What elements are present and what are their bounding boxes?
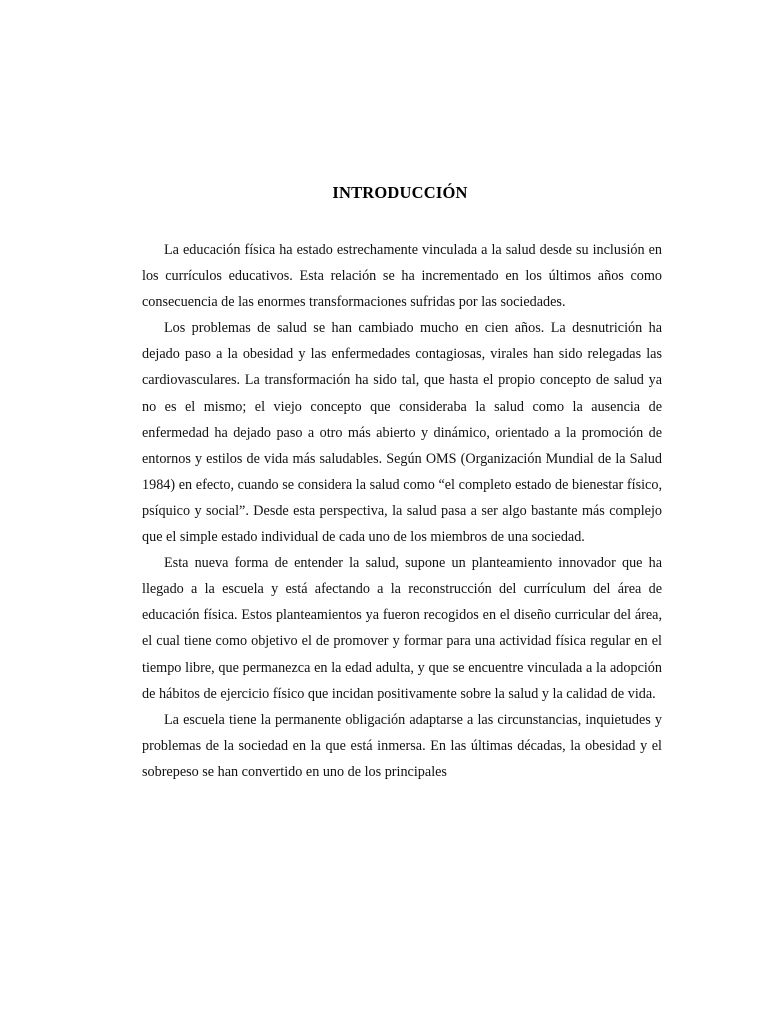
document-body bbox=[142, 237, 662, 785]
paragraph-2: Los problemas de salud se han cambiado mucho en cien años. La desnutrición ha dejado paso a la obesidad y las enfermedades contagiosas, virales han sido relegadas las cardiovasculares. La transformación ha sido tal, que hasta el propio concepto de salud ya no es el mismo; el viejo concepto que consideraba la salud como la ausencia de enfermedad ha dejado paso a otro más abierto y dinámico, orientado a la promoción de entornos y estilos de vida más saludables. Según OMS (Organización Mundial de la Salud 1984) en efecto, cuando se considera la salud como “el completo estado de bienestar físico, psíquico y social”. Desde esta perspectiva, la salud pasa a ser algo bastante más complejo que el simple estado individual de cada uno de los miembros de una sociedad. bbox=[142, 320, 662, 546]
paragraph-4: La escuela tiene la permanente obligación adaptarse a las circunstancias, inquietudes y problemas de la sociedad en la que está inmersa. En las últimas décadas, la obesidad y el sobrepeso se han convertido en uno de los principales bbox=[142, 711, 662, 780]
paragraph-1: La educación física ha estado estrechamente vinculada a la salud desde su inclusión en los currículos educativos. Esta relación se ha incrementado en los últimos años como consecuencia de las enormes transformaciones sufridas por las sociedades. bbox=[142, 242, 662, 311]
page-title: INTRODUCCIÓN bbox=[332, 183, 468, 202]
paragraph-3: Esta nueva forma de entender la salud, supone un planteamiento innovador que ha llegado a la escuela y está afectando a la reconstrucción del currículum del área de educación física. Estos planteamientos ya fueron recogidos en el diseño curricular del área, el cual tiene como objetivo el de promover y formar para una actividad física regular en el tiempo libre, que permanezca en la edad adulta, y que se encuentre vinculada a la adopción de hábitos de ejercicio físico que incidan positivamente sobre la salud y la calidad de vida. bbox=[142, 555, 662, 702]
